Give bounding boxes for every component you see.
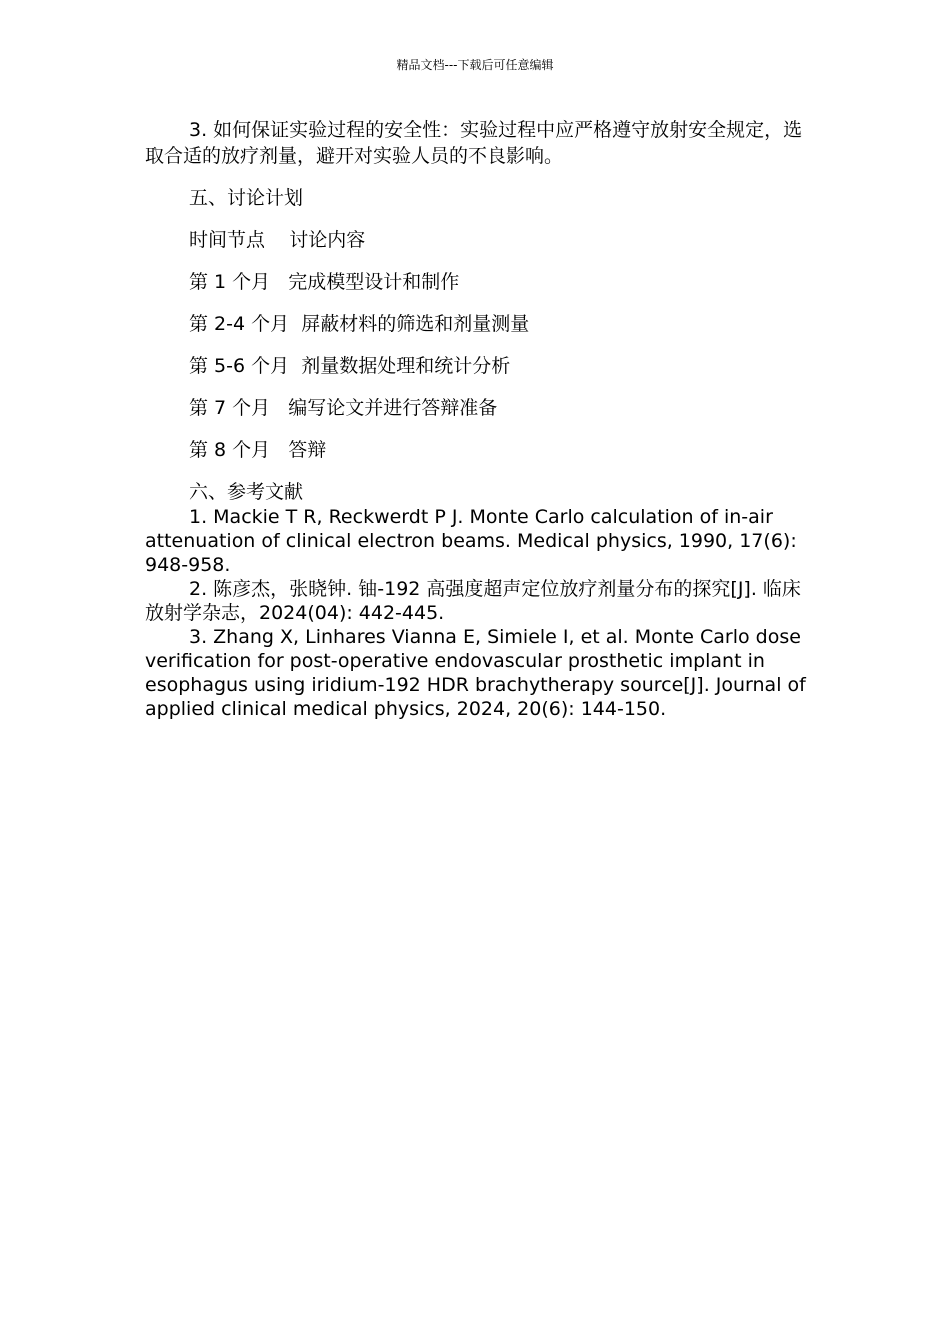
schedule-row <box>145 227 810 253</box>
schedule-row <box>145 269 810 295</box>
schedule-content: 答辩 <box>288 439 327 461</box>
schedule-content: 屏蔽材料的筛选和剂量测量 <box>301 313 530 335</box>
schedule-separator <box>270 439 288 461</box>
schedule-separator <box>265 229 289 251</box>
schedule-separator <box>270 271 288 293</box>
schedule-separator <box>289 355 301 377</box>
section-6-title: 六、参考文献 <box>189 481 304 503</box>
schedule-time: 第 1 个月 <box>189 271 271 293</box>
safety-paragraph: 3. 如何保证实验过程的安全性：实验过程中应严格遵守放射安全规定，选取合适的放疗剂量，避开对实验人员的不良影响。 <box>145 119 803 167</box>
document-body <box>145 117 810 721</box>
schedule-time: 第 7 个月 <box>189 397 271 419</box>
schedule-time: 时间节点 <box>189 229 266 251</box>
page-header: 精品文档---下载后可任意编辑 <box>396 58 554 72</box>
schedule-row <box>145 311 810 337</box>
schedule-time: 第 2-4 个月 <box>189 313 290 335</box>
schedule-content: 编写论文并进行答辩准备 <box>288 397 498 419</box>
schedule-separator <box>270 397 288 419</box>
schedule-separator <box>289 313 301 335</box>
reference-item: 1. Mackie T R, Reckwerdt P J. Monte Carlo calculation of in-air attenuation of clinical electron beams. Medical physics, 1990, 17(6): 948-958. <box>145 506 797 576</box>
reference-item: 3. Zhang X, Linhares Vianna E, Simiele I, et al. Monte Carlo dose verification for post-operative endovascular prosthetic implant in esophagus using iridium-192 HDR brachytherapy source[J]. Journal of applied clinical medical physics, 2024, 20(6): 144-150. <box>145 626 806 720</box>
schedule-time: 第 5-6 个月 <box>189 355 290 377</box>
schedule-content: 讨论内容 <box>289 229 366 251</box>
reference-item: 2. 陈彦杰，张晓钟. 铀-192 高强度超声定位放疗剂量分布的探究[J]. 临床放射学杂志，2024(04): 442-445. <box>145 578 801 624</box>
schedule-content: 剂量数据处理和统计分析 <box>301 355 511 377</box>
schedule-row <box>145 395 810 421</box>
schedule-row <box>145 353 810 379</box>
schedule-row <box>145 437 810 463</box>
schedule-time: 第 8 个月 <box>189 439 271 461</box>
section-5-title: 五、讨论计划 <box>189 187 304 209</box>
schedule-content: 完成模型设计和制作 <box>288 271 460 293</box>
